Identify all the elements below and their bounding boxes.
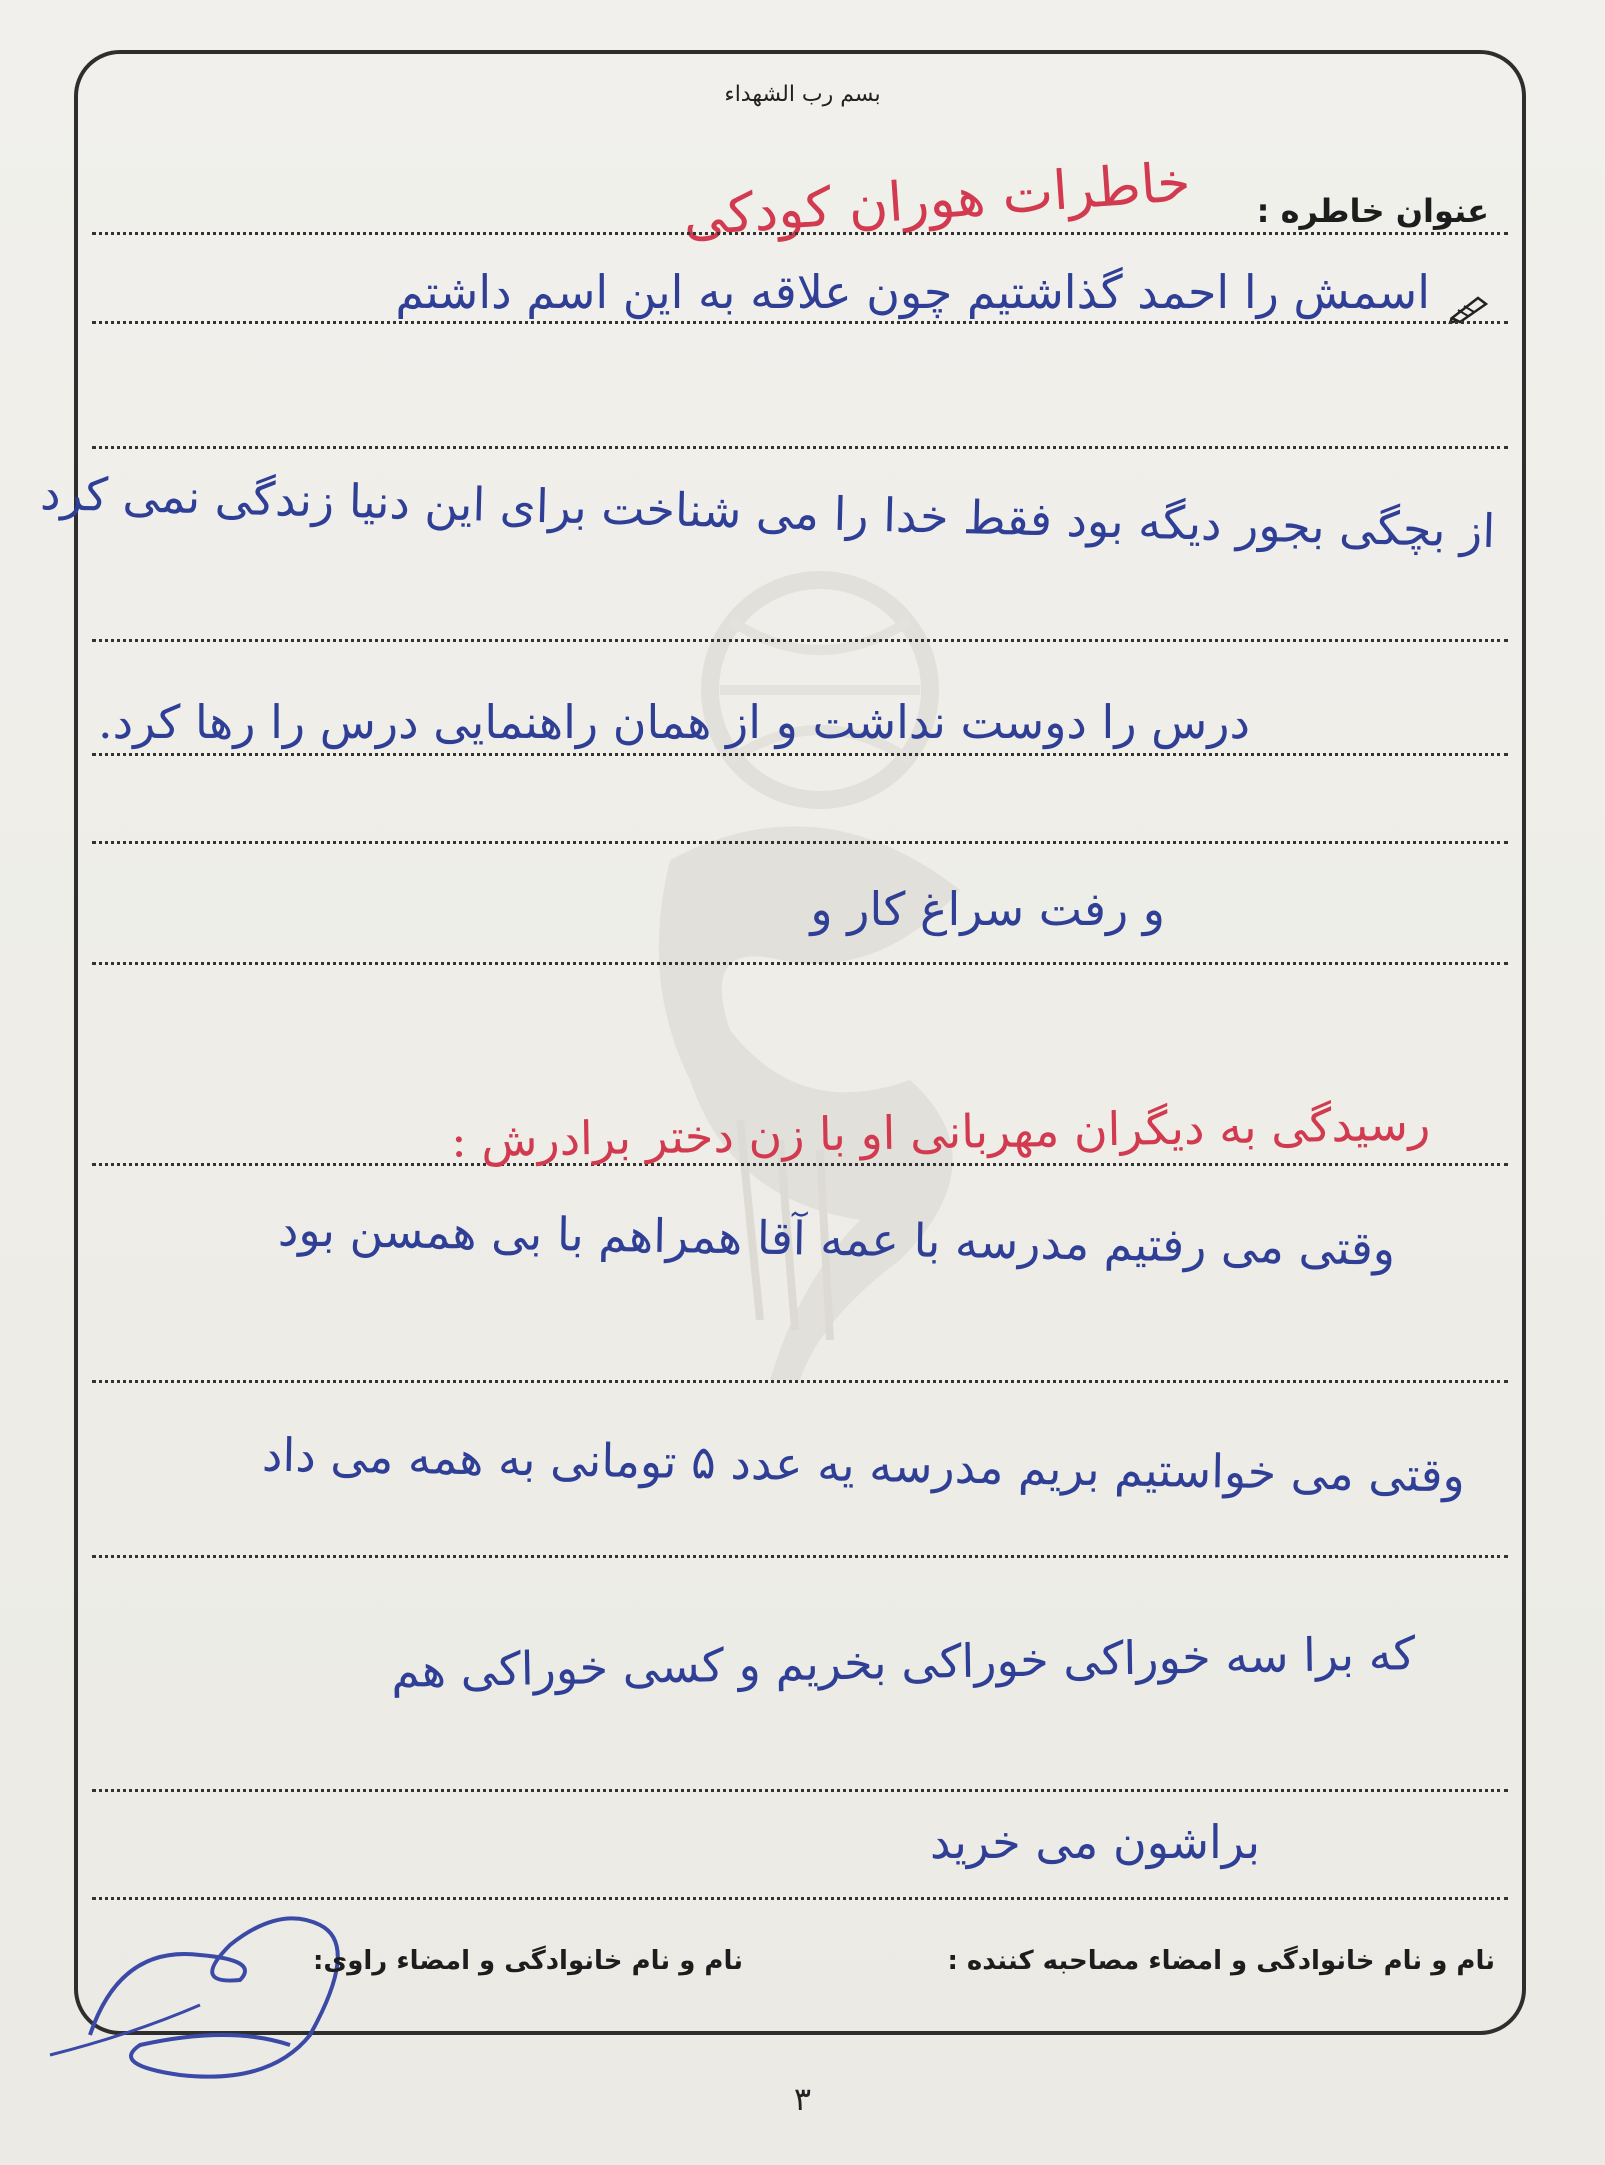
interviewer-signature-label: نام و نام خانوادگی و امضاء مصاحبه کننده : (947, 1946, 1495, 1976)
form-frame (74, 50, 1526, 2035)
handwritten-line: براشون می خرید (929, 1815, 1260, 1869)
ruled-line (92, 1789, 1508, 1792)
handwritten-line: رسیدگی به دیگران مهربانی او با زن دختر برادرش : (450, 1096, 1431, 1168)
handwritten-line: و رفت سراغ کار و (810, 882, 1165, 936)
ruled-line (92, 753, 1508, 756)
handwritten-line: وقتی می خواستیم بریم مدرسه یه عدد ۵ تومانی به همه می داد (261, 1427, 1466, 1503)
title-label: عنوان خاطره : (1256, 192, 1489, 230)
ruled-line (92, 1380, 1508, 1383)
handwritten-line: از بچگی بجور دیگه بود فقط خدا را می شناخت برای این دنیا زندگی نمی کرد (39, 465, 1496, 559)
page-number: ۳ (793, 2080, 812, 2118)
handwritten-line: وقتی می رفتیم مدرسه با عمه آقا همراهم با بی همسن بود (277, 1202, 1396, 1276)
handwritten-line: اسمش را احمد گذاشتیم چون علاقه به این اسم داشتم (395, 265, 1430, 319)
form-header: بسم رب الشهداء (724, 82, 881, 107)
ruled-line (92, 1555, 1508, 1558)
ruled-line (92, 841, 1508, 844)
handwritten-line: درس را دوست نداشت و از همان راهنمایی درس را رها کرد. (98, 695, 1250, 749)
ruled-line (92, 232, 1508, 235)
ruled-line (92, 321, 1508, 324)
handwritten-line: که برا سه خوراکی خوراکی بخریم و کسی خوراکی هم (390, 1626, 1416, 1698)
ruled-line (92, 962, 1508, 965)
pen-icon (1448, 292, 1492, 324)
ruled-line (92, 1163, 1508, 1166)
ruled-line (92, 446, 1508, 449)
narrator-signature-label: نام و نام خانوادگی و امضاء راوی: (313, 1946, 743, 1976)
ruled-line (92, 639, 1508, 642)
narrator-signature (30, 1885, 390, 2085)
title-value: خاطرات هوران کودکی (680, 150, 1193, 249)
